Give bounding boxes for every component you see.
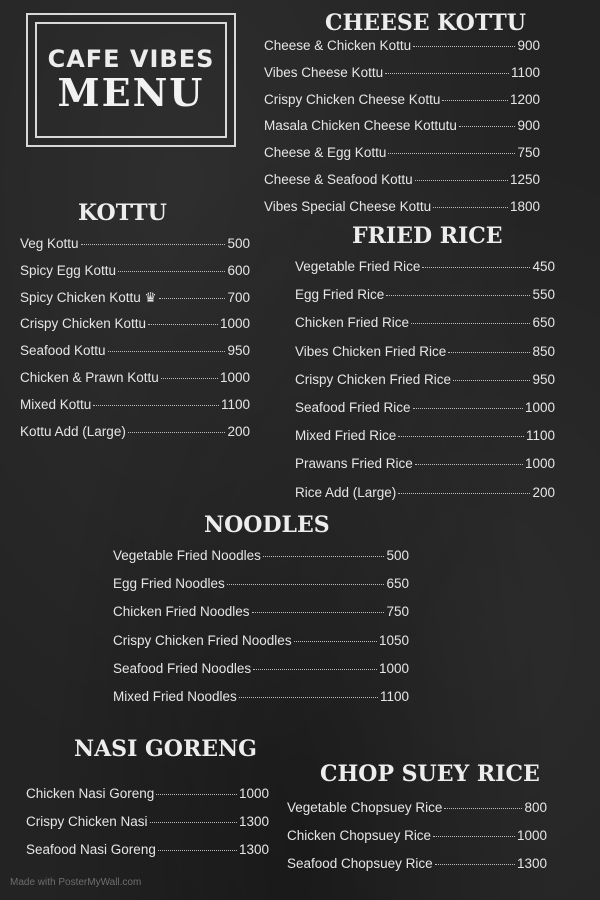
- dot-leader: [453, 380, 530, 381]
- dot-leader: [156, 794, 237, 795]
- menu-item-price: 1300: [238, 814, 269, 830]
- menu-item-name: Chicken & Prawn Kottu: [20, 370, 159, 385]
- menu-item: [295, 428, 555, 443]
- menu-item-price: 200: [227, 423, 250, 439]
- menu-item: [113, 661, 409, 676]
- menu-item-price: 650: [386, 576, 409, 592]
- menu-item-name: Seafood Kottu: [20, 343, 106, 359]
- menu-item-name: Mixed Fried Noodles: [113, 689, 237, 704]
- dot-leader: [158, 850, 237, 851]
- menu-item-price: 1100: [379, 689, 409, 704]
- dot-leader: [150, 822, 237, 823]
- menu-item-name: Crispy Chicken Kottu: [20, 316, 147, 332]
- menu-item-price: 950: [227, 343, 250, 359]
- dot-leader: [252, 612, 385, 613]
- dot-leader: [148, 324, 218, 325]
- dot-leader: [239, 697, 378, 698]
- dot-leader: [263, 556, 385, 557]
- menu-item-name: Vibes Cheese Kottu: [264, 64, 384, 80]
- menu-item-price: 750: [386, 604, 409, 620]
- dot-leader: [398, 436, 524, 437]
- menu-item-price: 1000: [238, 786, 269, 801]
- menu-item-price: 200: [532, 484, 555, 500]
- dot-leader: [93, 405, 219, 406]
- menu-item: [295, 259, 555, 274]
- menu-item: [295, 315, 555, 330]
- section-title-kottu: KOTTU: [78, 200, 167, 226]
- menu-item-name: Vibes Special Cheese Kottu: [264, 198, 432, 214]
- menu-item-name: Veg Kottu: [20, 236, 79, 251]
- menu-item-price: 500: [227, 236, 250, 251]
- dot-leader: [108, 351, 226, 352]
- menu-item-name: Vegetable Fried Rice: [295, 259, 421, 274]
- menu-item-price: 900: [517, 38, 540, 53]
- dot-leader: [118, 271, 225, 272]
- menu-item-name: Cheese & Seafood Kottu: [264, 172, 413, 187]
- menu-item: [287, 800, 547, 815]
- menu-item-name: Chicken Chopsuey Rice: [287, 828, 432, 844]
- menu-item-name: Egg Fried Noodles: [113, 576, 225, 592]
- menu-item-price: 1100: [510, 64, 540, 80]
- watermark: Made with PosterMyWall.com: [10, 877, 142, 888]
- logo-frame: [26, 13, 236, 147]
- menu-item-name: Vegetable Fried Noodles: [113, 548, 261, 563]
- menu-item-price: 500: [386, 548, 409, 563]
- menu-item: [20, 397, 250, 412]
- menu-title: MENU: [57, 70, 205, 116]
- menu-item: [264, 92, 540, 107]
- menu-item: [26, 842, 269, 857]
- menu-item-name: Masala Chicken Cheese Kottutu: [264, 118, 457, 134]
- menu-item: [295, 456, 555, 471]
- menu-item-price: 550: [532, 287, 555, 303]
- menu-item-name: Mixed Kottu: [20, 396, 92, 412]
- menu-item-price: 600: [227, 262, 250, 278]
- menu-item-name: Seafood Fried Noodles: [113, 660, 252, 676]
- menu-item-name: Seafood Nasi Goreng: [26, 842, 156, 858]
- dot-leader: [294, 641, 377, 642]
- dot-leader: [81, 244, 226, 245]
- dot-leader: [227, 584, 385, 585]
- menu-item-name: Vibes Chicken Fried Rice: [295, 343, 447, 359]
- section-title-chop-suey: CHOP SUEY RICE: [320, 761, 540, 787]
- dot-leader: [413, 408, 523, 409]
- menu-item-price: 1300: [238, 842, 269, 858]
- menu-item-price: 1000: [219, 316, 250, 332]
- menu-item-price: 1250: [509, 172, 540, 187]
- dot-leader: [413, 46, 515, 47]
- menu-item: [295, 485, 555, 500]
- dot-leader: [415, 180, 508, 181]
- dot-leader: [435, 864, 515, 865]
- menu-item-name: Cheese & Chicken Kottu: [264, 38, 412, 53]
- menu-item-price: 750: [517, 145, 540, 161]
- menu-item-price: 1000: [516, 828, 547, 844]
- menu-item: [20, 263, 250, 278]
- dot-leader: [415, 464, 523, 465]
- menu-item: [20, 316, 250, 331]
- dot-leader: [161, 378, 218, 379]
- menu-item-price: 900: [517, 118, 540, 134]
- menu-item-price: 800: [524, 800, 547, 815]
- dot-leader: [385, 73, 509, 74]
- menu-item: [20, 424, 250, 439]
- dot-leader: [253, 669, 377, 670]
- dot-leader: [388, 153, 515, 154]
- dot-leader: [128, 432, 226, 433]
- menu-item: [113, 689, 409, 704]
- menu-item: [26, 814, 269, 829]
- menu-item-name: Seafood Chopsuey Rice: [287, 856, 433, 872]
- menu-item: [20, 370, 250, 385]
- menu-item-name: Chicken Fried Noodles: [113, 604, 250, 620]
- menu-item: [20, 343, 250, 358]
- menu-item-price: 1100: [220, 396, 250, 412]
- menu-item-price: 850: [532, 343, 555, 359]
- menu-item: [295, 400, 555, 415]
- menu-item-price: 950: [532, 371, 555, 387]
- menu-item: [26, 786, 269, 801]
- menu-item-price: 650: [532, 315, 555, 331]
- menu-item-price: 1100: [525, 428, 555, 444]
- menu-item: [295, 372, 555, 387]
- menu-item-price: 1000: [524, 456, 555, 472]
- dot-leader: [433, 207, 508, 208]
- menu-item-name: Rice Add (Large): [295, 484, 397, 500]
- menu-item: [113, 633, 409, 648]
- menu-item-price: 1000: [378, 660, 409, 676]
- menu-item: [264, 38, 540, 53]
- menu-item: [295, 287, 555, 302]
- menu-item: [264, 199, 540, 214]
- menu-item-price: 450: [532, 259, 555, 274]
- menu-item: [264, 118, 540, 133]
- dot-leader: [433, 836, 515, 837]
- menu-item: [113, 576, 409, 591]
- menu-item-name: Spicy Chicken Kottu ♛: [20, 289, 157, 305]
- menu-item-name: Crispy Chicken Cheese Kottu: [264, 91, 441, 107]
- section-title-noodles: NOODLES: [204, 512, 330, 538]
- menu-item-price: 1000: [524, 400, 555, 415]
- brand-name: CAFE VIBES: [47, 44, 215, 73]
- menu-item: [20, 290, 250, 306]
- menu-item-name: Spicy Egg Kottu: [20, 262, 117, 278]
- menu-item-price: 1800: [509, 198, 540, 214]
- dot-leader: [448, 352, 530, 353]
- menu-item-name: Crispy Chicken Fried Noodles: [113, 632, 292, 648]
- menu-item-price: 700: [227, 289, 250, 305]
- dot-leader: [398, 493, 530, 494]
- dot-leader: [386, 295, 530, 296]
- menu-item-name: Mixed Fried Rice: [295, 428, 397, 444]
- menu-item-name: Chicken Fried Rice: [295, 315, 410, 331]
- menu-item-price: 1200: [509, 91, 540, 107]
- dot-leader: [442, 100, 508, 101]
- dot-leader: [459, 126, 516, 127]
- menu-item: [287, 828, 547, 843]
- section-title-nasi-goreng: NASI GORENG: [74, 736, 257, 762]
- menu-item-name: Seafood Fried Rice: [295, 400, 411, 415]
- menu-item-name: Vegetable Chopsuey Rice: [287, 800, 443, 815]
- logo-inner-frame: [35, 22, 227, 138]
- menu-item-name: Kottu Add (Large): [20, 423, 126, 439]
- menu-item-name: Chicken Nasi Goreng: [26, 786, 155, 801]
- menu-item: [287, 856, 547, 871]
- dot-leader: [444, 808, 522, 809]
- section-title-cheese-kottu: CHEESE KOTTU: [325, 10, 526, 36]
- dot-leader: [159, 298, 226, 299]
- menu-item-name: Prawans Fried Rice: [295, 456, 413, 472]
- menu-item: [113, 604, 409, 619]
- dot-leader: [411, 323, 530, 324]
- menu-item-price: 1000: [219, 370, 250, 385]
- menu-item-name: Egg Fried Rice: [295, 287, 385, 303]
- menu-item: [20, 236, 250, 251]
- menu-item-price: 1050: [378, 632, 409, 648]
- menu-item: [264, 145, 540, 160]
- menu-item: [295, 344, 555, 359]
- menu-item: [113, 548, 409, 563]
- dot-leader: [422, 267, 530, 268]
- menu-item-name: Cheese & Egg Kottu: [264, 145, 387, 161]
- menu-item-name: Crispy Chicken Nasi: [26, 814, 148, 830]
- menu-item-price: 1300: [516, 856, 547, 872]
- menu-item: [264, 172, 540, 187]
- menu-item-name: Crispy Chicken Fried Rice: [295, 371, 452, 387]
- section-title-fried-rice: FRIED RICE: [352, 223, 503, 249]
- menu-item: [264, 65, 540, 80]
